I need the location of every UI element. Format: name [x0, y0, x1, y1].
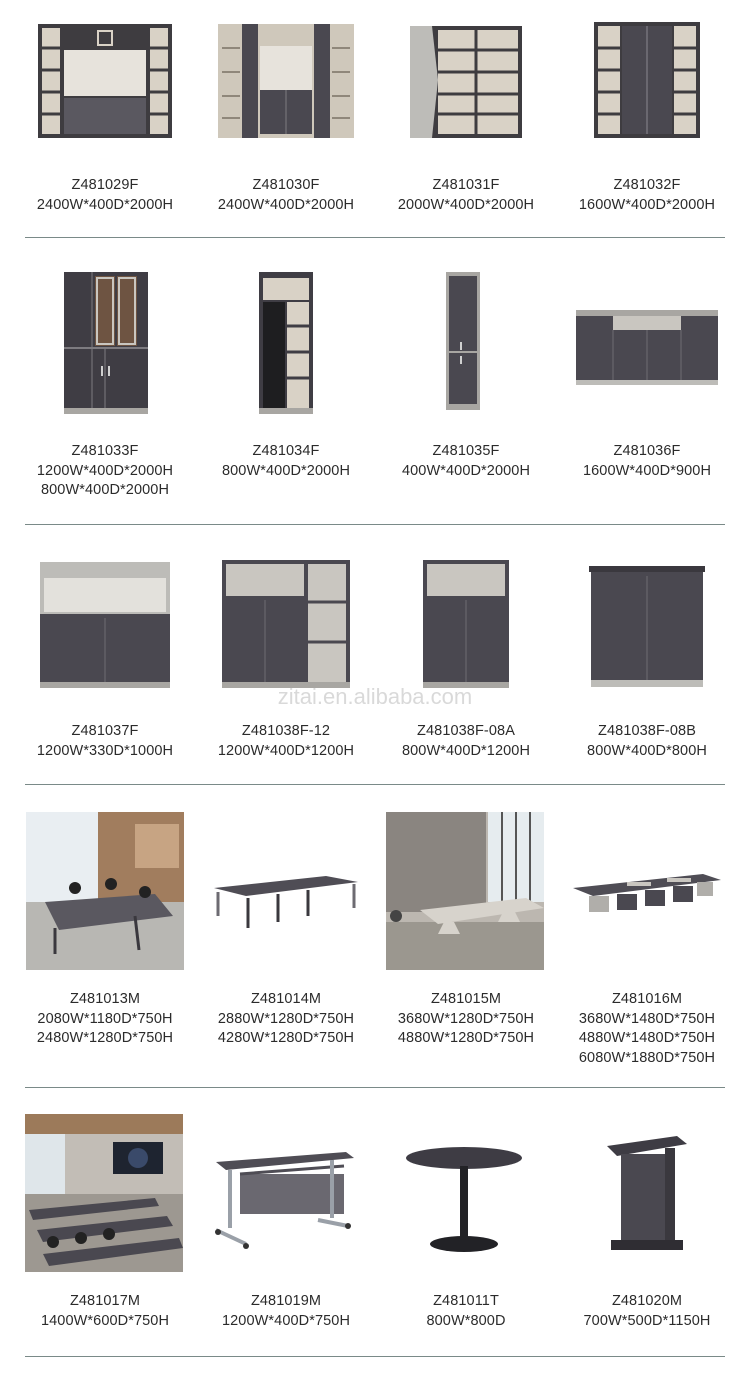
credenza-icon	[557, 262, 737, 422]
product-dims: 2400W*400D*2000H	[36, 196, 174, 213]
product-dims: 2080W*1180D*750H	[37, 1010, 173, 1027]
lectern-icon	[557, 1114, 737, 1274]
bookcase-icon	[15, 0, 195, 160]
product-dims: 2000W*400D*2000H	[397, 196, 535, 213]
product-dims: 1600W*400D*900H	[582, 462, 712, 479]
product-code: Z481034F	[252, 443, 320, 459]
low-cabinet-icon	[15, 546, 195, 706]
product-dims: 1200W*400D*2000H	[36, 462, 174, 479]
product-dims: 1400W*600D*750H	[40, 1312, 170, 1329]
product-dims: 2480W*1280D*750H	[36, 1030, 174, 1046]
product-code: Z481032F	[613, 177, 681, 193]
product-code: Z481020M	[611, 1293, 683, 1309]
product-code: Z481029F	[71, 177, 139, 193]
product-code: Z481035F	[432, 443, 500, 459]
product-code: Z481038F-12	[241, 723, 331, 739]
product-dims: 1600W*400D*2000H	[578, 196, 716, 213]
product-dims: 1200W*330D*1000H	[36, 742, 174, 759]
round-table-icon	[376, 1114, 556, 1274]
row-divider	[25, 1087, 725, 1088]
product-dims: 800W*400D*2000H	[40, 482, 170, 498]
conference-table-icon	[557, 812, 737, 972]
product-code: Z481036F	[613, 443, 681, 459]
cabinet-icon	[196, 262, 376, 422]
product-code: Z481030F	[252, 177, 320, 193]
bookcase-icon	[557, 0, 737, 160]
training-room-icon	[15, 1114, 195, 1274]
product-dims: 800W*400D*2000H	[221, 462, 351, 479]
office-scene-icon	[15, 812, 195, 972]
product-code: Z481038F-08B	[598, 723, 696, 739]
product-code: Z481033F	[71, 443, 139, 459]
product-code: Z481015M	[430, 991, 502, 1007]
product-code: Z481014M	[250, 991, 322, 1007]
meeting-room-icon	[376, 812, 556, 972]
product-dims: 2400W*400D*2000H	[217, 196, 355, 213]
row-divider	[25, 1356, 725, 1357]
row-divider	[25, 524, 725, 525]
product-dims: 4280W*1280D*750H	[217, 1030, 355, 1046]
product-dims: 700W*500D*1150H	[583, 1312, 711, 1329]
row-divider	[25, 784, 725, 785]
low-cabinet-icon	[376, 546, 556, 706]
product-dims: 2880W*1280D*750H	[217, 1010, 355, 1027]
cabinet-icon	[15, 262, 195, 422]
product-code: Z481031F	[432, 177, 500, 193]
product-dims: 400W*400D*2000H	[401, 462, 531, 479]
product-dims: 800W*400D*1200H	[401, 742, 531, 759]
product-dims: 4880W*1280D*750H	[397, 1030, 535, 1046]
product-dims: 4880W*1480D*750H	[578, 1030, 716, 1046]
product-dims: 6080W*1880D*750H	[578, 1049, 716, 1066]
product-dims: 1200W*400D*1200H	[217, 742, 355, 759]
product-code: Z481038F-08A	[417, 723, 515, 739]
product-code: Z481016M	[611, 991, 683, 1007]
watermark: zitai.en.alibaba.com	[277, 684, 473, 709]
product-dims: 800W*800D	[426, 1312, 506, 1329]
product-code: Z481017M	[69, 1293, 141, 1309]
product-dims: 3680W*1480D*750H	[578, 1010, 716, 1027]
low-cabinet-icon	[196, 546, 376, 706]
product-code: Z481011T	[433, 1293, 499, 1309]
product-code: Z481019M	[250, 1293, 322, 1309]
product-dims: 1200W*400D*750H	[221, 1312, 351, 1329]
cabinet-icon	[376, 262, 556, 422]
product-dims: 3680W*1280D*750H	[397, 1010, 535, 1027]
bookcase-icon	[196, 0, 376, 160]
row-divider	[25, 237, 725, 238]
product-code: Z481013M	[69, 991, 141, 1007]
bookcase-icon	[376, 0, 556, 160]
low-cabinet-icon	[557, 546, 737, 706]
product-code: Z481037F	[71, 723, 139, 739]
table-icon	[196, 812, 376, 972]
product-dims: 800W*400D*800H	[587, 742, 707, 759]
folding-table-icon	[196, 1114, 376, 1274]
